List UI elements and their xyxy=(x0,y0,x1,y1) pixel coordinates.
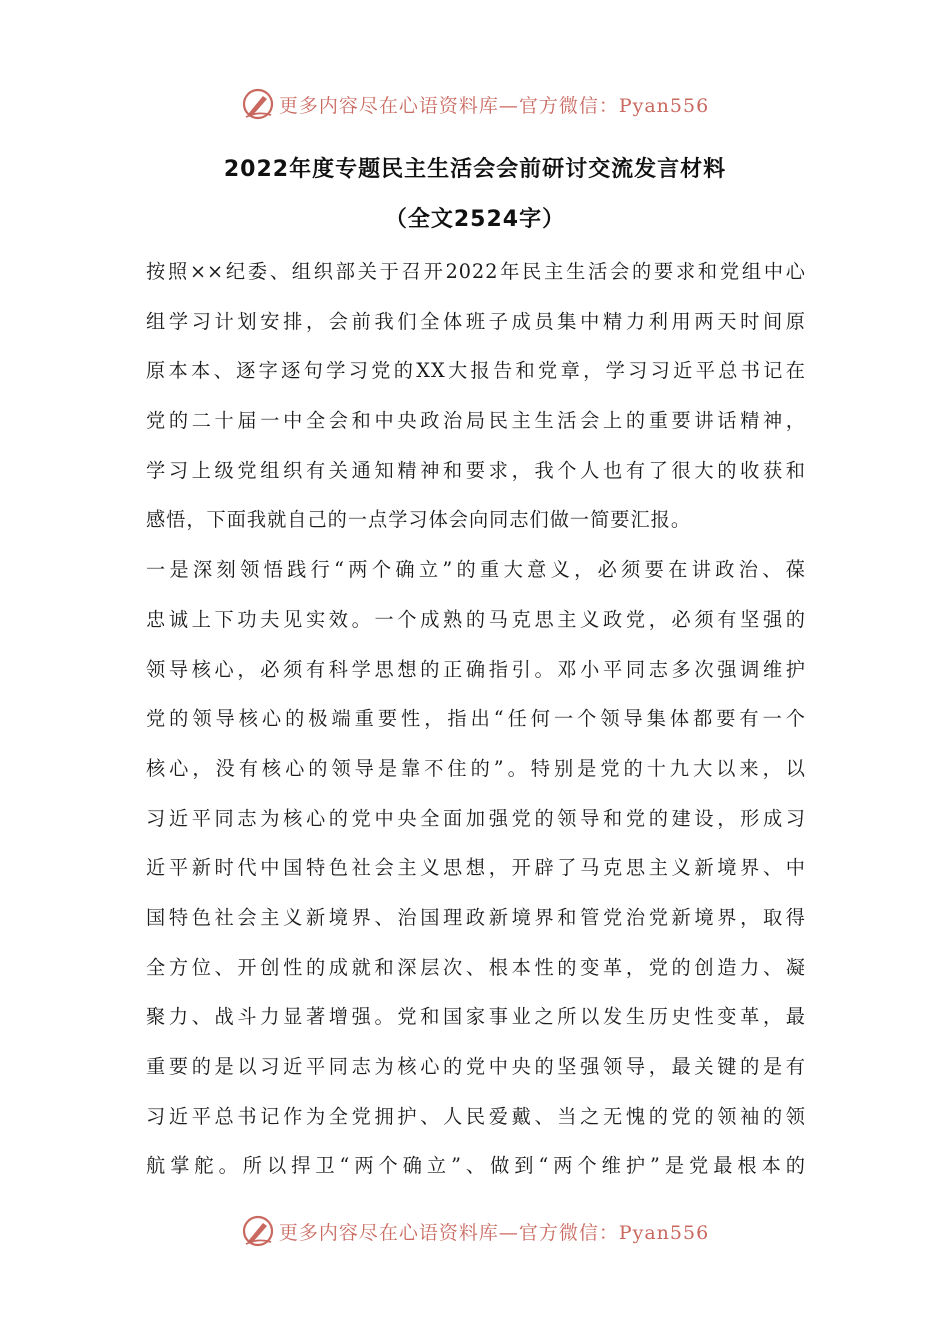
body-line: 党的二十届一中全会和中央政治局民主生活会上的重要讲话精神， xyxy=(146,409,806,433)
body-line: 忠诚上下功夫见实效。一个成熟的马克思主义政党，必须有坚强的 xyxy=(146,607,806,631)
body-line: 感悟，下面我就自己的一点学习体会向同志们做一简要汇报。 xyxy=(146,508,692,532)
pen-logo-icon xyxy=(241,87,275,121)
document-subtitle: （全文2524字） xyxy=(384,207,566,232)
body-line: 学习上级党组织有关通知精神和要求，我个人也有了很大的收获和 xyxy=(146,458,806,482)
body-line: 核心，没有核心的领导是靠不住的”。特别是党的十九大以来，以 xyxy=(146,756,806,780)
document-title: 2022年度专题民主生活会会前研讨交流发言材料 xyxy=(223,157,727,182)
body-line: 重要的是以习近平同志为核心的党中央的坚强领导，最关键的是有 xyxy=(146,1055,806,1078)
footer-watermark-banner xyxy=(0,1211,950,1251)
body-line: 按照××纪委、组织部关于召开2022年民主生活会的要求和党组中心 xyxy=(146,260,806,283)
footer-watermark-text: 更多内容尽在心语资料库—官方微信：Pyan556 xyxy=(278,1221,710,1244)
body-line: 近平新时代中国特色社会主义思想，开辟了马克思主义新境界、中 xyxy=(146,856,806,880)
body-line: 聚力、战斗力显著增强。党和国家事业之所以发生历史性变革，最 xyxy=(146,1005,806,1029)
body-line: 习近平总书记作为全党拥护、人民爱戴、当之无愧的党的领袖的领 xyxy=(146,1104,806,1128)
body-line: 领导核心，必须有科学思想的正确指引。邓小平同志多次强调维护 xyxy=(146,657,806,681)
body-line: 党的领导核心的极端重要性，指出“任何一个领导集体都要有一个 xyxy=(146,707,806,731)
body-line: 组学习计划安排，会前我们全体班子成员集中精力利用两天时间原 xyxy=(146,309,806,333)
header-watermark-text: 更多内容尽在心语资料库—官方微信：Pyan556 xyxy=(278,94,710,117)
body-line: 全方位、开创性的成就和深层次、根本性的变革，党的创造力、凝 xyxy=(146,955,806,979)
body-line: 习近平同志为核心的党中央全面加强党的领导和党的建设，形成习 xyxy=(146,806,806,830)
body-line: 一是深刻领悟践行“两个确立”的重大意义，必须要在讲政治、葆 xyxy=(146,558,806,582)
body-line: 航掌舵。所以捍卫“两个确立”、做到“两个维护”是党最根本的 xyxy=(146,1154,806,1178)
body-line: 国特色社会主义新境界、治国理政新境界和管党治党新境界，取得 xyxy=(146,905,806,929)
body-line: 原本本、逐字逐句学习党的XX大报告和党章，学习习近平总书记在 xyxy=(146,359,806,383)
header-watermark-banner xyxy=(0,84,950,124)
document-body xyxy=(146,247,806,1191)
pen-logo-icon xyxy=(241,1214,275,1248)
